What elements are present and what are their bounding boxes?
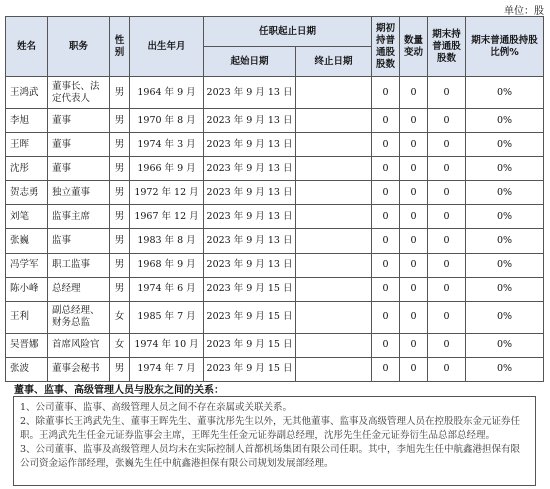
cell-birth: 1974 年 7 月 [130, 357, 204, 381]
cell-term-end [296, 157, 372, 181]
table-row [6, 77, 544, 109]
cell-shares-begin: 0 [372, 109, 400, 133]
cell-shares-end: 0 [428, 277, 466, 301]
cell-term-start: 2023 年 9 月 13 日 [204, 229, 296, 253]
header-term-end: 终止日期 [296, 47, 372, 77]
cell-gender: 男 [110, 157, 130, 181]
cell-shares-begin: 0 [372, 205, 400, 229]
cell-term-start: 2023 年 9 月 13 日 [204, 157, 296, 181]
cell-term-end [296, 229, 372, 253]
cell-term-end [296, 181, 372, 205]
cell-change: 0 [400, 277, 428, 301]
cell-shares-end: 0 [428, 301, 466, 333]
cell-ratio: 0% [466, 253, 544, 277]
cell-change: 0 [400, 133, 428, 157]
header-shares-end: 期末持普通股股数 [428, 17, 466, 77]
officers-table [5, 16, 544, 382]
cell-ratio: 0% [466, 181, 544, 205]
cell-change: 0 [400, 109, 428, 133]
table-row [6, 333, 544, 357]
cell-ratio: 0% [466, 277, 544, 301]
cell-term-end [296, 333, 372, 357]
cell-position: 首席风险官 [48, 333, 110, 357]
cell-name: 张巍 [6, 229, 48, 253]
cell-shares-end: 0 [428, 133, 466, 157]
cell-change: 0 [400, 205, 428, 229]
cell-gender: 男 [110, 277, 130, 301]
cell-ratio: 0% [466, 301, 544, 333]
cell-position: 董事 [48, 109, 110, 133]
table-row [6, 157, 544, 181]
cell-term-start: 2023 年 9 月 13 日 [204, 181, 296, 205]
cell-gender: 男 [110, 357, 130, 381]
table-row [6, 205, 544, 229]
cell-shares-begin: 0 [372, 301, 400, 333]
cell-name: 沈彤 [6, 157, 48, 181]
cell-gender: 女 [110, 333, 130, 357]
cell-shares-begin: 0 [372, 277, 400, 301]
cell-shares-begin: 0 [372, 133, 400, 157]
cell-term-end [296, 253, 372, 277]
cell-name: 陈小峰 [6, 277, 48, 301]
cell-name: 贺志勇 [6, 181, 48, 205]
cell-change: 0 [400, 333, 428, 357]
cell-change: 0 [400, 357, 428, 381]
cell-term-end [296, 133, 372, 157]
cell-gender: 男 [110, 205, 130, 229]
cell-name: 冯学军 [6, 253, 48, 277]
header-term: 任职起止日期 [204, 17, 372, 47]
cell-position: 副总经理、财务总监 [48, 301, 110, 333]
cell-term-start: 2023 年 9 月 15 日 [204, 357, 296, 381]
cell-shares-end: 0 [428, 253, 466, 277]
cell-name: 刘笔 [6, 205, 48, 229]
relation-item: 2、除董事长王鸿武先生、董事王晖先生、董事沈彤先生以外，无其他董事、监事及高级管理人员在控股股东金元证券任职。王鸿武先生任金元证券监事会主席，王晖先生任金元证券副总经理，沈彤先生任金元证券衍生品总部总经理。 [20, 416, 521, 441]
cell-position: 监事主席 [48, 205, 110, 229]
cell-change: 0 [400, 229, 428, 253]
header-gender: 性别 [110, 17, 130, 77]
cell-name: 王鸿武 [6, 77, 48, 109]
cell-ratio: 0% [466, 133, 544, 157]
cell-birth: 1974 年 6 月 [130, 277, 204, 301]
header-term-start: 起始日期 [204, 47, 296, 77]
cell-term-end [296, 205, 372, 229]
cell-shares-begin: 0 [372, 357, 400, 381]
cell-ratio: 0% [466, 77, 544, 109]
cell-birth: 1974 年 10 月 [130, 333, 204, 357]
header-birth: 出生年月 [130, 17, 204, 77]
cell-name: 吴晋娜 [6, 333, 48, 357]
table-row [6, 109, 544, 133]
relation-item: 1、公司董事、监事、高级管理人员之间不存在亲属或关联关系。 [20, 402, 293, 413]
cell-ratio: 0% [466, 157, 544, 181]
cell-birth: 1983 年 8 月 [130, 229, 204, 253]
cell-shares-end: 0 [428, 157, 466, 181]
cell-shares-begin: 0 [372, 157, 400, 181]
cell-term-start: 2023 年 9 月 15 日 [204, 301, 296, 333]
cell-birth: 1968 年 9 月 [130, 253, 204, 277]
cell-birth: 1972 年 12 月 [130, 181, 204, 205]
unit-label: 单位：股 [504, 6, 544, 17]
cell-position: 董事会秘书 [48, 357, 110, 381]
table-row [6, 229, 544, 253]
relations-box [13, 396, 536, 486]
cell-gender: 男 [110, 181, 130, 205]
cell-position: 独立董事 [48, 181, 110, 205]
cell-term-start: 2023 年 9 月 13 日 [204, 77, 296, 109]
cell-position: 监事 [48, 229, 110, 253]
cell-position: 董事长、法定代表人 [48, 77, 110, 109]
cell-term-start: 2023 年 9 月 13 日 [204, 109, 296, 133]
cell-shares-end: 0 [428, 109, 466, 133]
cell-shares-end: 0 [428, 181, 466, 205]
cell-gender: 男 [110, 77, 130, 109]
cell-shares-end: 0 [428, 357, 466, 381]
table-row [6, 301, 544, 333]
header-change: 数量变动 [400, 17, 428, 77]
cell-term-end [296, 301, 372, 333]
table-row [6, 277, 544, 301]
cell-term-start: 2023 年 9 月 13 日 [204, 253, 296, 277]
header-position: 职务 [48, 17, 110, 77]
cell-shares-end: 0 [428, 333, 466, 357]
cell-change: 0 [400, 181, 428, 205]
cell-shares-end: 0 [428, 77, 466, 109]
cell-term-start: 2023 年 9 月 13 日 [204, 205, 296, 229]
cell-ratio: 0% [466, 109, 544, 133]
cell-birth: 1967 年 12 月 [130, 205, 204, 229]
cell-shares-begin: 0 [372, 77, 400, 109]
cell-gender: 男 [110, 253, 130, 277]
cell-gender: 男 [110, 133, 130, 157]
cell-shares-begin: 0 [372, 229, 400, 253]
cell-position: 总经理 [48, 277, 110, 301]
cell-change: 0 [400, 253, 428, 277]
cell-change: 0 [400, 77, 428, 109]
cell-birth: 1964 年 9 月 [130, 77, 204, 109]
cell-ratio: 0% [466, 357, 544, 381]
cell-position: 董事 [48, 157, 110, 181]
cell-birth: 1974 年 3 月 [130, 133, 204, 157]
cell-name: 王晖 [6, 133, 48, 157]
cell-shares-begin: 0 [372, 181, 400, 205]
table-row [6, 253, 544, 277]
cell-change: 0 [400, 301, 428, 333]
cell-birth: 1966 年 9 月 [130, 157, 204, 181]
cell-gender: 女 [110, 301, 130, 333]
cell-term-end [296, 109, 372, 133]
header-ratio: 期末普通股持股比例% [466, 17, 544, 77]
cell-term-end [296, 277, 372, 301]
cell-ratio: 0% [466, 229, 544, 253]
cell-name: 王利 [6, 301, 48, 333]
cell-birth: 1970 年 8 月 [130, 109, 204, 133]
relations-title: 董事、监事、高级管理人员与股东之间的关系： [14, 385, 224, 396]
cell-term-start: 2023 年 9 月 15 日 [204, 333, 296, 357]
cell-birth: 1985 年 7 月 [130, 301, 204, 333]
cell-shares-begin: 0 [372, 333, 400, 357]
cell-position: 董事 [48, 133, 110, 157]
header-shares-begin: 期初持普通股股数 [372, 17, 400, 77]
cell-shares-end: 0 [428, 229, 466, 253]
table-row [6, 181, 544, 205]
cell-gender: 男 [110, 229, 130, 253]
cell-ratio: 0% [466, 205, 544, 229]
cell-change: 0 [400, 157, 428, 181]
header-name: 姓名 [6, 17, 48, 77]
cell-shares-begin: 0 [372, 253, 400, 277]
cell-term-end [296, 77, 372, 109]
cell-term-start: 2023 年 9 月 13 日 [204, 133, 296, 157]
relation-item: 3、公司董事、监事及高级管理人员均未在实际控制人首都机场集团有限公司任职。其中，李旭先生任中航鑫港担保有限公司资金运作部经理，张巍先生任中航鑫港担保有限公司规划发展部经理。 [20, 444, 521, 469]
cell-term-end [296, 357, 372, 381]
cell-shares-end: 0 [428, 205, 466, 229]
cell-name: 张波 [6, 357, 48, 381]
cell-name: 李旭 [6, 109, 48, 133]
cell-gender: 男 [110, 109, 130, 133]
cell-position: 职工监事 [48, 253, 110, 277]
table-row [6, 357, 544, 381]
table-row [6, 133, 544, 157]
cell-term-start: 2023 年 9 月 15 日 [204, 277, 296, 301]
cell-ratio: 0% [466, 333, 544, 357]
